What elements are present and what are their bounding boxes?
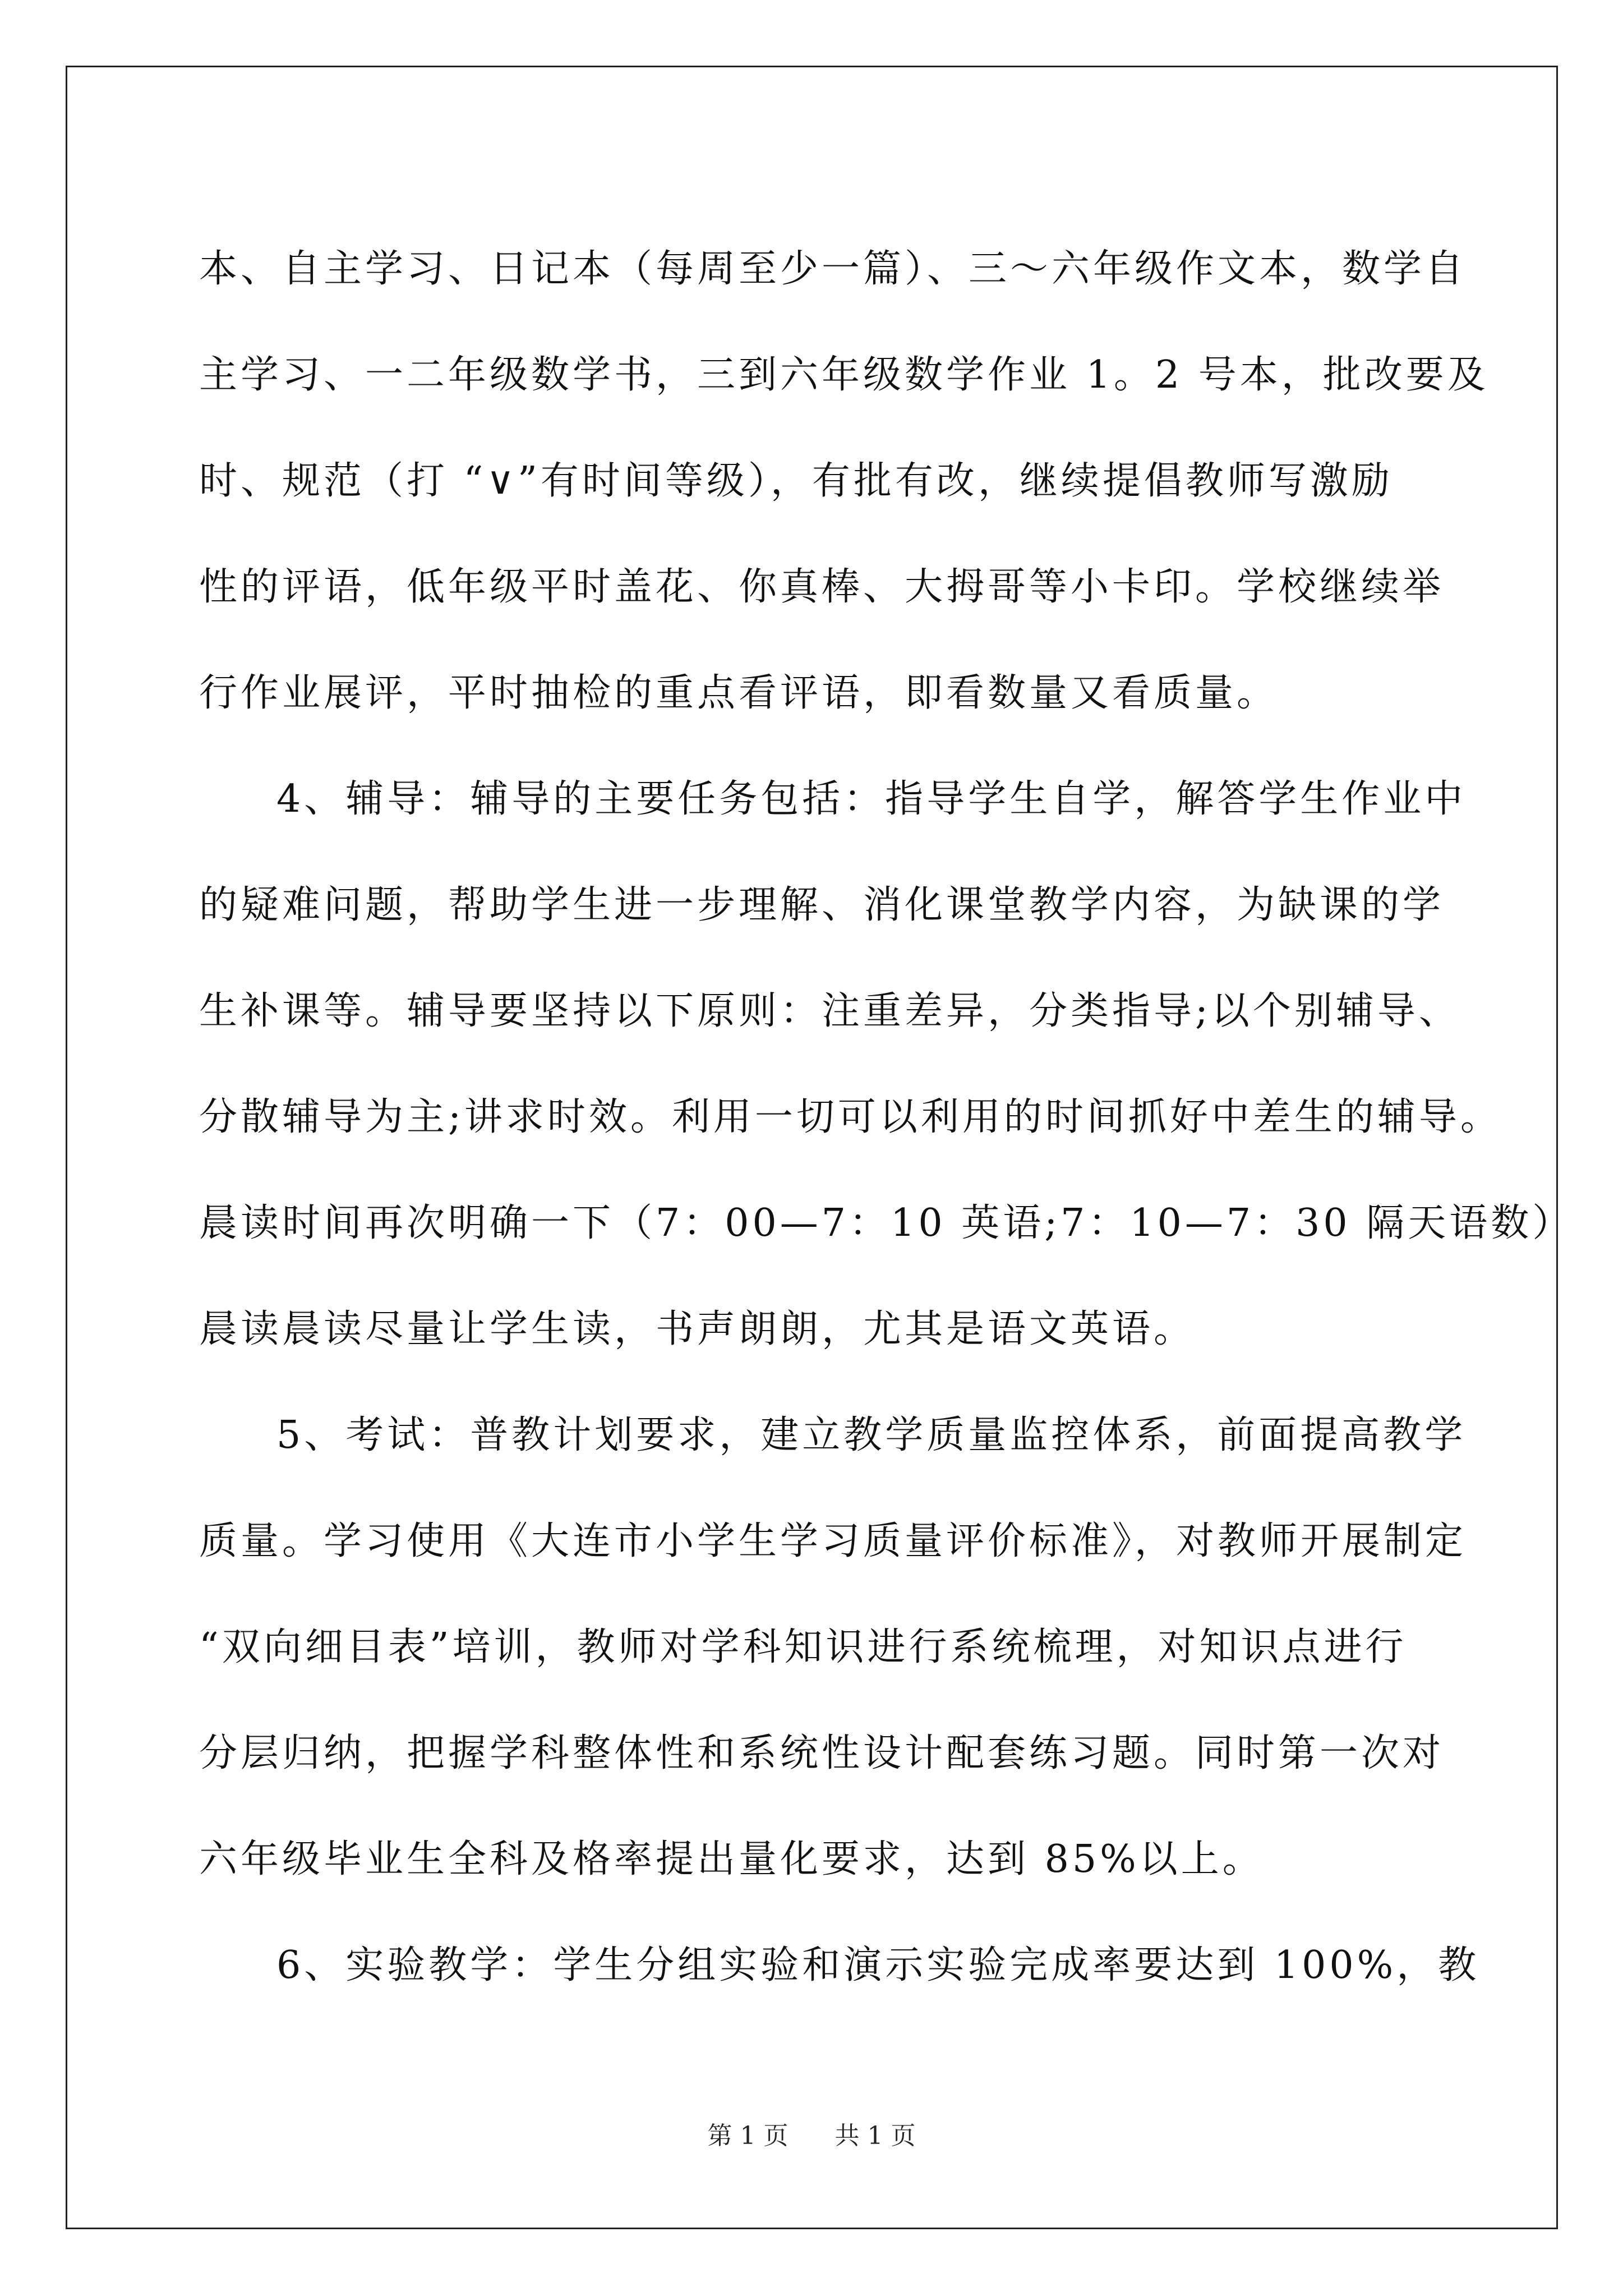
paragraph-start-line: 6、实验教学：学生分组实验和演示实验完成率要达到 100%，教 (276, 1943, 1480, 1987)
page-footer (0, 2115, 1623, 2151)
text-line: 行作业展评，平时抽检的重点看评语，即看数量又看质量。 (199, 671, 1279, 715)
page-number: 第 1 页 (707, 2122, 789, 2150)
text-line: 性的评语，低年级平时盖花、你真棒、大拇哥等小卡印。学校继续举 (199, 565, 1445, 609)
text-line: 分散辅导为主;讲求时效。利用一切可以利用的时间抓好中差生的辅导。 (199, 1095, 1502, 1139)
text-line: 晨读晨读尽量让学生读，书声朗朗，尤其是语文英语。 (199, 1307, 1196, 1351)
document-body (199, 216, 1574, 2018)
text-line: 的疑难问题，帮助学生进一步理解、消化课堂教学内容，为缺课的学 (199, 883, 1445, 927)
paragraph-start-line: 4、辅导：辅导的主要任务包括：指导学生自学，解答学生作业中 (276, 777, 1467, 821)
text-line: 生补课等。辅导要坚持以下原则：注重差异，分类指导;以个别辅导、 (199, 989, 1460, 1033)
text-line: 分层归纳，把握学科整体性和系统性设计配套练习题。同时第一次对 (199, 1731, 1445, 1775)
text-line: 晨读时间再次明确一下（7：00—7：10 英语;7：10—7：30 隔天语数） (199, 1201, 1574, 1245)
text-line: 本、自主学习、日记本（每周至少一篇）、三～六年级作文本，数学自 (199, 247, 1467, 291)
text-line: 六年级毕业生全科及格率提出量化要求，达到 85%以上。 (199, 1837, 1264, 1881)
paragraph-start-line: 5、考试：普教计划要求，建立教学质量监控体系，前面提高教学 (276, 1413, 1467, 1457)
text-line: 主学习、一二年级数学书，三到六年级数学作业 1。2 号本，批改要及 (199, 353, 1489, 397)
text-line: 时、规范（打 “∨”有时间等级），有批有改，继续提倡教师写激励 (199, 459, 1393, 503)
text-line: 质量。学习使用《大连市小学生学习质量评价标准》，对教师开展制定 (199, 1519, 1467, 1563)
page-total: 共 1 页 (834, 2122, 916, 2150)
text-line: “双向细目表”培训，教师对学科知识进行系统梳理，对知识点进行 (199, 1625, 1407, 1669)
